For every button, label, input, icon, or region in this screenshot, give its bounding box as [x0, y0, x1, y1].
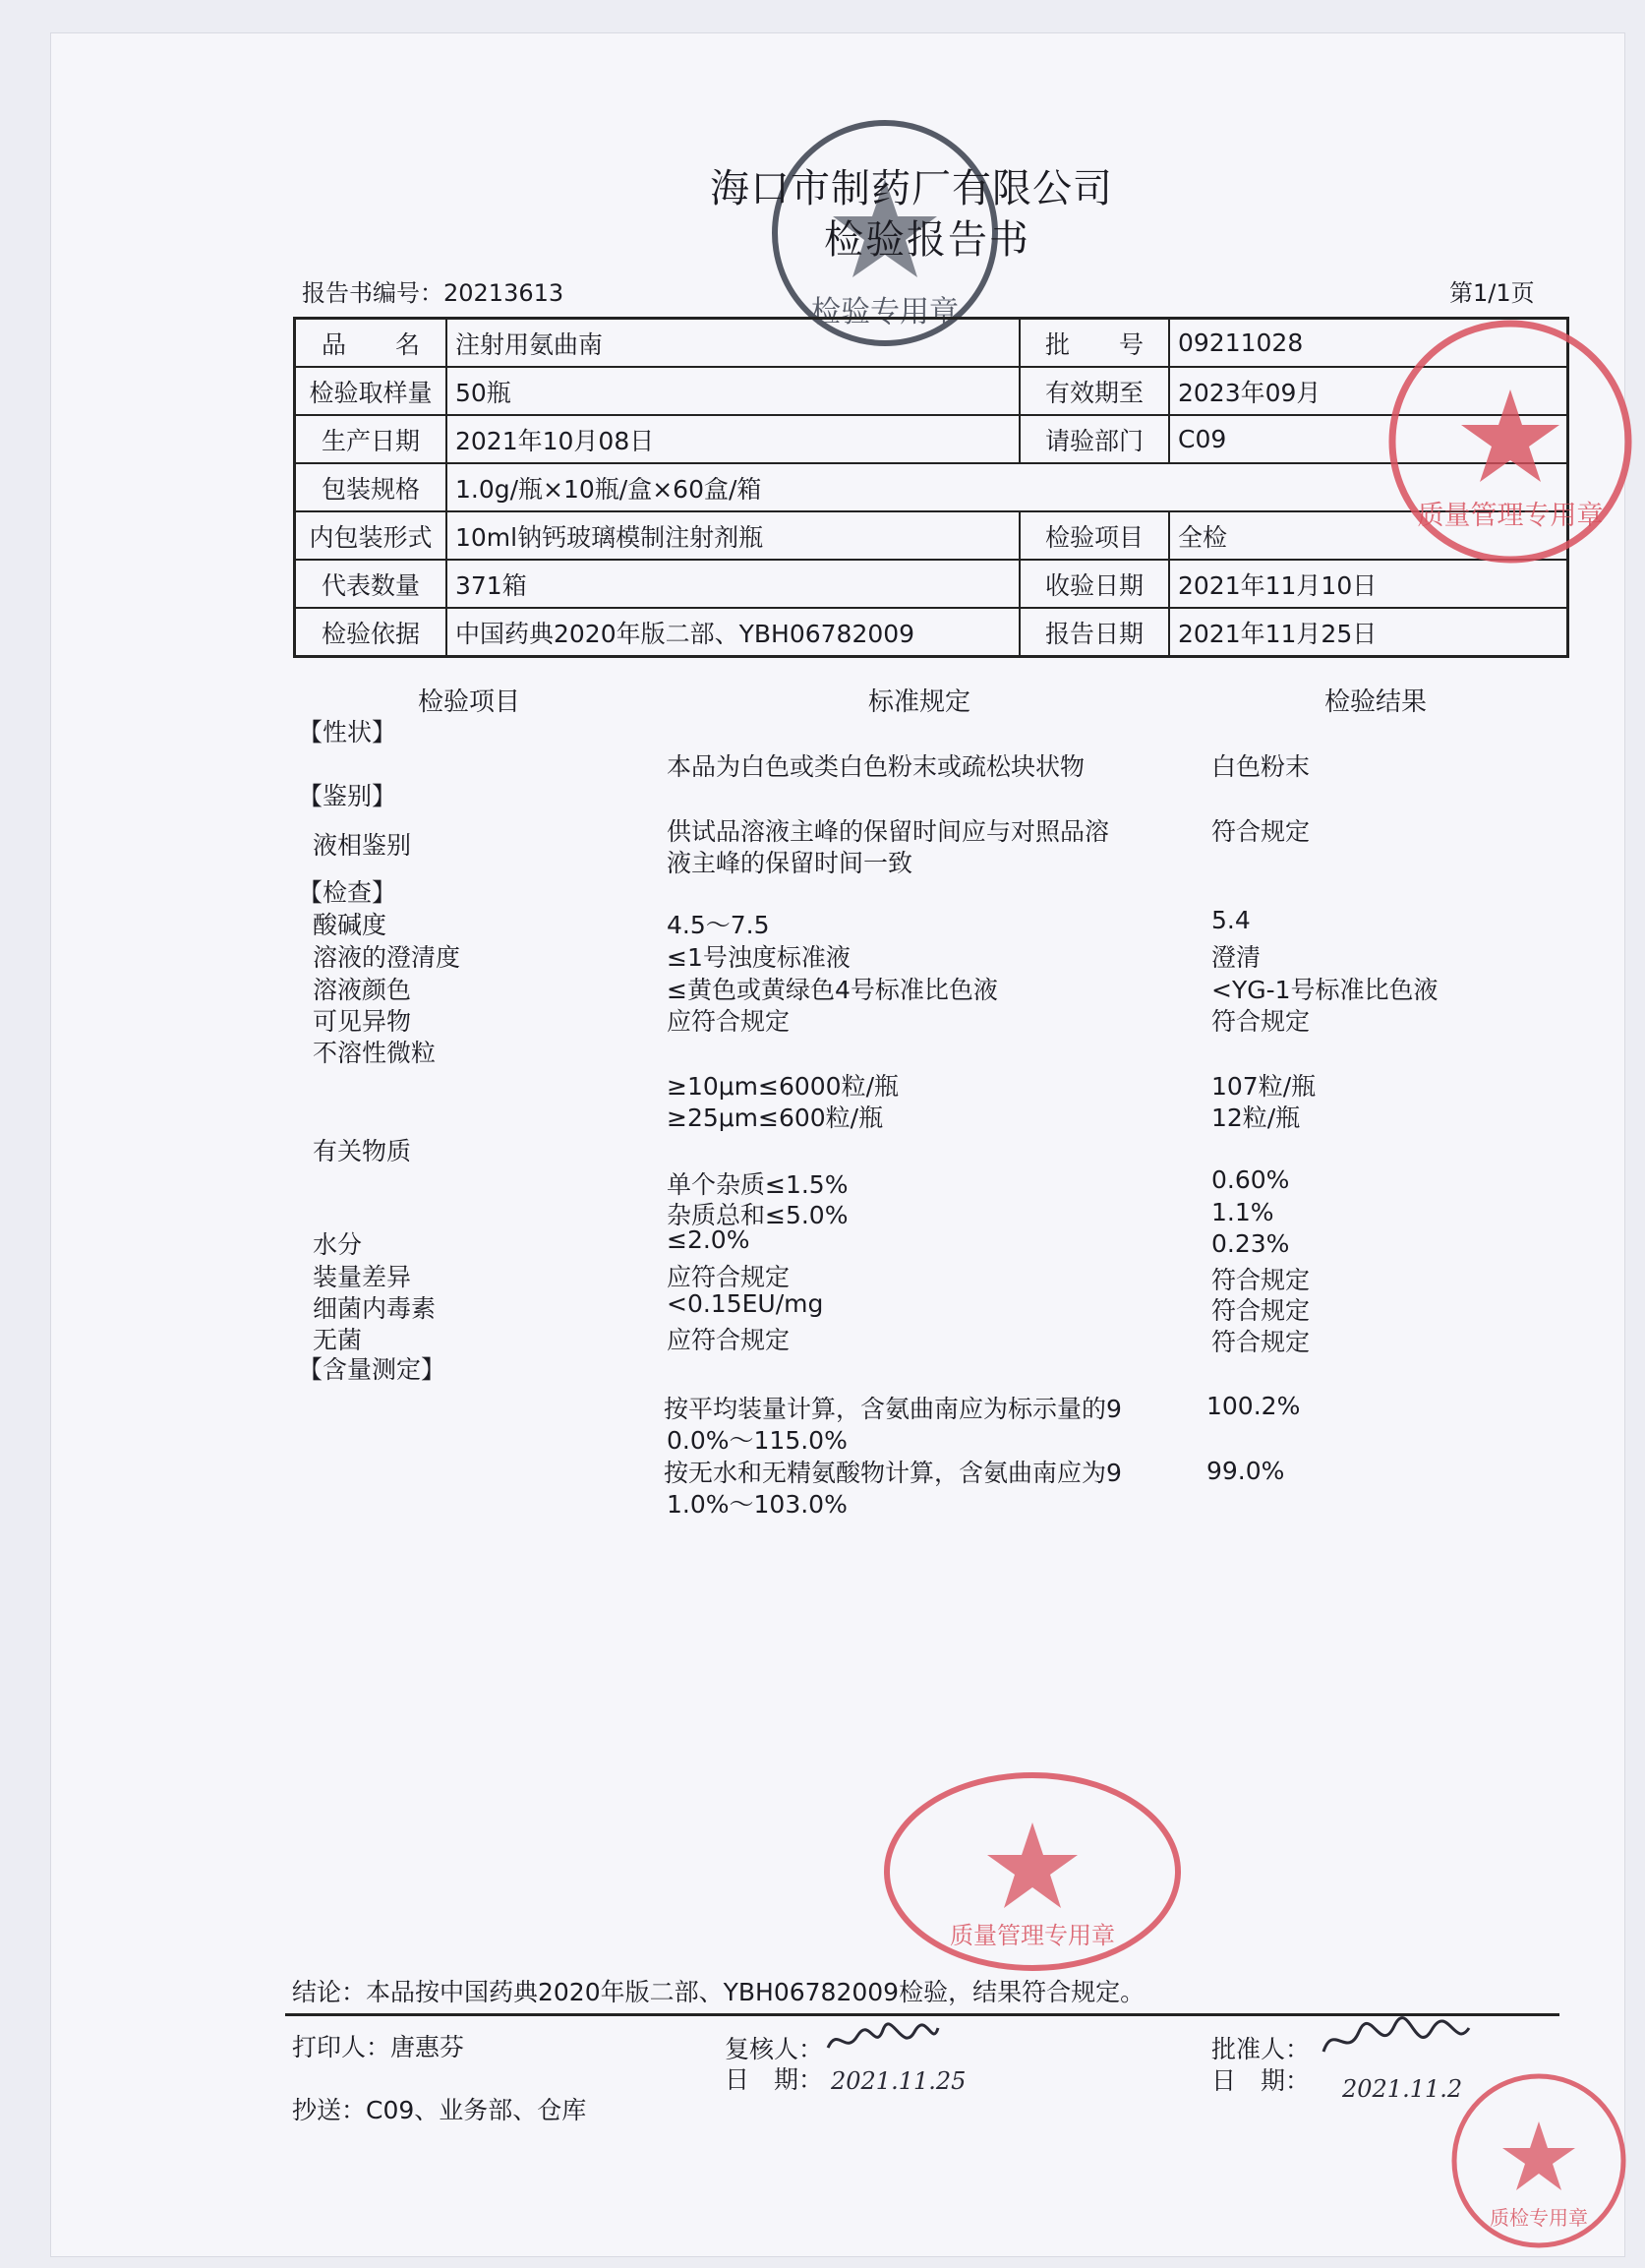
std-related-1: 单个杂质≤1.5%: [667, 1170, 849, 1199]
info-key: 检验取样量: [295, 367, 447, 415]
corner-inspection-stamp: [1445, 2067, 1632, 2254]
col-header-result: 检验结果: [1324, 687, 1428, 717]
info-value: 371箱: [446, 560, 1020, 608]
res-appearance: 白色粉末: [1211, 752, 1311, 781]
info-value: 2021年11月10日: [1169, 560, 1568, 608]
res-related-1: 0.60%: [1211, 1165, 1290, 1194]
std-assay2-1: 按无水和无精氨酸物计算，含氨曲南应为9: [664, 1459, 1122, 1487]
info-row: [295, 319, 1568, 368]
info-key: 有效期至: [1020, 367, 1169, 415]
svg-text:质量管理专用章: 质量管理专用章: [950, 1922, 1115, 1949]
item-endotoxin: 细菌内毒素: [313, 1294, 437, 1323]
std-clarity: ≤1号浊度标准液: [667, 943, 851, 972]
reviewer-label: 复核人：: [725, 2035, 824, 2063]
info-key: 批 号: [1020, 319, 1169, 368]
std-appearance: 本品为白色或类白色粉末或疏松块状物: [667, 752, 1086, 781]
item-fill: 装量差异: [313, 1263, 412, 1291]
info-value: 10ml钠钙玻璃模制注射剂瓶: [446, 511, 1020, 560]
info-row: [295, 415, 1568, 463]
res-hplc: 符合规定: [1211, 817, 1311, 846]
product-info-table: [293, 317, 1569, 658]
info-key: 检验项目: [1020, 511, 1169, 560]
col-header-item: 检验项目: [418, 687, 521, 717]
page-indicator: 第1/1页: [1449, 279, 1535, 307]
std-assay2-2: 1.0%～103.0%: [667, 1490, 848, 1519]
document-title: 检验报告书: [824, 217, 1030, 263]
item-acidity: 酸碱度: [313, 911, 387, 939]
approver-label: 批准人：: [1211, 2035, 1311, 2063]
res-related-2: 1.1%: [1211, 1198, 1274, 1226]
section-character: 【性状】: [298, 718, 397, 746]
info-value: 2021年11月25日: [1169, 608, 1568, 657]
section-assay: 【含量测定】: [298, 1355, 446, 1384]
info-value: 50瓶: [446, 367, 1020, 415]
res-particles-2: 12粒/瓶: [1211, 1104, 1301, 1132]
info-key: 内包装形式: [295, 511, 447, 560]
info-key: 报告日期: [1020, 608, 1169, 657]
std-color: ≤黄色或黄绿色4号标准比色液: [667, 976, 998, 1004]
approver-date: 2021.11.2: [1342, 2075, 1463, 2103]
std-endotoxin: <0.15EU/mg: [667, 1289, 824, 1318]
std-particles-2: ≥25μm≤600粒/瓶: [667, 1104, 884, 1132]
svg-text:检验专用章: 检验专用章: [811, 295, 959, 329]
cc-list: 抄送：C09、业务部、仓库: [292, 2096, 587, 2124]
res-endotoxin: 符合规定: [1211, 1296, 1311, 1325]
item-hplc: 液相鉴别: [313, 831, 412, 860]
info-row: [295, 608, 1568, 657]
approver-signature: [1318, 2016, 1475, 2069]
info-row: [295, 463, 1568, 511]
info-row: [295, 367, 1568, 415]
res-assay1: 100.2%: [1206, 1392, 1301, 1420]
section-tests: 【检查】: [298, 878, 397, 907]
item-related: 有关物质: [313, 1137, 412, 1165]
std-particles-1: ≥10μm≤6000粒/瓶: [667, 1072, 900, 1101]
std-water: ≤2.0%: [667, 1225, 750, 1254]
std-related-2: 杂质总和≤5.0%: [667, 1201, 849, 1229]
info-row: [295, 511, 1568, 560]
std-visible: 应符合规定: [667, 1007, 791, 1036]
info-value: 2021年10月08日: [446, 415, 1020, 463]
info-key: 代表数量: [295, 560, 447, 608]
reviewer-signature: [824, 2018, 942, 2070]
customer-quality-stamp: [880, 1768, 1185, 1975]
info-key: 检验依据: [295, 608, 447, 657]
res-visible: 符合规定: [1211, 1007, 1311, 1036]
res-sterility: 符合规定: [1211, 1328, 1311, 1356]
info-value: C09: [1169, 415, 1568, 463]
std-fill: 应符合规定: [667, 1263, 791, 1291]
std-sterility: 应符合规定: [667, 1326, 791, 1354]
res-acidity: 5.4: [1211, 906, 1251, 934]
printer-name: 打印人：唐惠芬: [292, 2033, 465, 2061]
col-header-standard: 标准规定: [868, 687, 971, 717]
conclusion-text: 结论：本品按中国药典2020年版二部、YBH06782009检验，结果符合规定。: [292, 1978, 1146, 2006]
res-assay2: 99.0%: [1206, 1457, 1285, 1485]
std-assay1-1: 按平均装量计算，含氨曲南应为标示量的9: [664, 1395, 1122, 1423]
info-key: 包装规格: [295, 463, 447, 511]
reviewer-date-label: 日 期：: [725, 2065, 824, 2094]
item-sterility: 无菌: [313, 1326, 363, 1354]
info-value: 2023年09月: [1169, 367, 1568, 415]
info-key: 收验日期: [1020, 560, 1169, 608]
info-value: 全检: [1169, 511, 1568, 560]
quality-stamp-top: [1381, 313, 1639, 570]
info-value: 09211028: [1169, 319, 1568, 368]
res-clarity: 澄清: [1211, 943, 1262, 972]
approver-date-label: 日 期：: [1211, 2066, 1311, 2095]
std-hplc-2: 液主峰的保留时间一致: [667, 849, 913, 877]
std-acidity: 4.5～7.5: [667, 911, 770, 939]
info-value: 注射用氨曲南: [446, 319, 1020, 368]
company-name: 海口市制药厂有限公司: [710, 166, 1113, 211]
svg-text:质检专用章: 质检专用章: [1490, 2206, 1588, 2230]
std-hplc-1: 供试品溶液主峰的保留时间应与对照品溶: [667, 817, 1110, 846]
item-visible: 可见异物: [313, 1007, 412, 1036]
info-key: 品 名: [295, 319, 447, 368]
reviewer-date: 2021.11.25: [831, 2067, 967, 2095]
section-identification: 【鉴别】: [298, 782, 397, 810]
res-fill: 符合规定: [1211, 1266, 1311, 1294]
item-particles: 不溶性微粒: [313, 1039, 437, 1067]
info-value: 1.0g/瓶×10瓶/盒×60盒/箱: [446, 463, 1568, 511]
info-value: 中国药典2020年版二部、YBH06782009: [446, 608, 1020, 657]
std-assay1-2: 0.0%～115.0%: [667, 1426, 848, 1455]
item-water: 水分: [313, 1230, 363, 1259]
item-clarity: 溶液的澄清度: [313, 943, 461, 972]
res-color: <YG-1号标准比色液: [1211, 976, 1439, 1004]
report-number: 报告书编号：20213613: [302, 279, 564, 307]
info-key: 生产日期: [295, 415, 447, 463]
info-row: [295, 560, 1568, 608]
res-water: 0.23%: [1211, 1229, 1290, 1258]
res-particles-1: 107粒/瓶: [1211, 1072, 1317, 1101]
info-key: 请验部门: [1020, 415, 1169, 463]
item-color: 溶液颜色: [313, 976, 412, 1004]
svg-text:质量管理专用章: 质量管理专用章: [1417, 501, 1604, 531]
